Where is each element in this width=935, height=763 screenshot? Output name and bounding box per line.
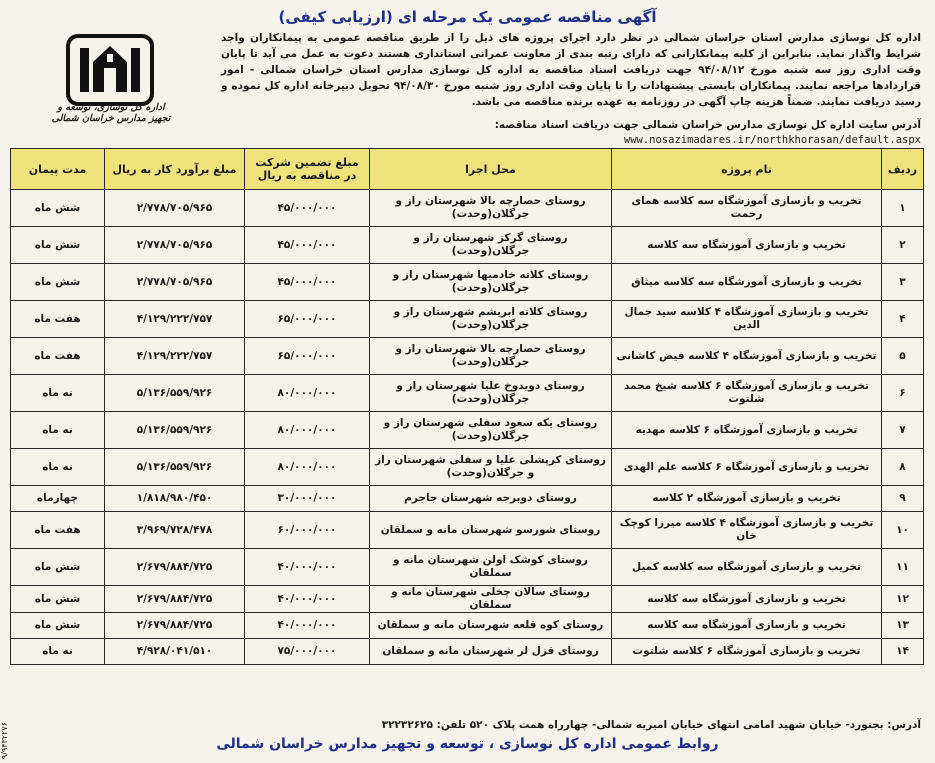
site-line xyxy=(161,118,921,148)
header-duration: مدت پیمان xyxy=(11,149,105,190)
duration-cell: شش ماه xyxy=(11,227,105,264)
row-number-cell: ۷ xyxy=(882,412,924,449)
table-row xyxy=(11,375,924,412)
guarantee-cell: ۶۵/۰۰۰/۰۰۰ xyxy=(245,301,370,338)
location-cell: روستای کوه قلعه شهرستان مانه و سملقان xyxy=(370,613,612,639)
row-number-cell: ۶ xyxy=(882,375,924,412)
table-row xyxy=(11,227,924,264)
publication-code: ۹/۹۴۳۲۲۷۶ xyxy=(0,721,9,759)
row-number-cell: ۳ xyxy=(882,264,924,301)
table-row xyxy=(11,190,924,227)
estimate-cell: ۴/۹۲۸/۰۴۱/۵۱۰ xyxy=(105,639,245,665)
table-row xyxy=(11,639,924,665)
row-number-cell: ۱۲ xyxy=(882,586,924,613)
location-cell: روستای کلاته ابریشم شهرستان راز و جرگلان(وحدت) xyxy=(370,301,612,338)
duration-cell: چهارماه xyxy=(11,486,105,512)
header-guarantee: مبلغ تضمین شرکت در مناقصه به ریال xyxy=(245,149,370,190)
guarantee-cell: ۴۵/۰۰۰/۰۰۰ xyxy=(245,190,370,227)
duration-cell: نه ماه xyxy=(11,449,105,486)
guarantee-cell: ۸۰/۰۰۰/۰۰۰ xyxy=(245,449,370,486)
footer-signature: روابط عمومی اداره کل نوسازی ، توسعه و تجهیز مدارس خراسان شمالی xyxy=(216,736,719,752)
table-body xyxy=(11,190,924,665)
organization-name: اداره کل نوسازی، توسعه و تجهیز مدارس خراسان شمالی xyxy=(51,102,171,124)
tender-notice xyxy=(6,6,929,757)
table-row xyxy=(11,486,924,512)
table-row xyxy=(11,338,924,375)
project-name-cell: تخریب و بازسازی آموزشگاه سه کلاسه xyxy=(612,227,882,264)
estimate-cell: ۲/۷۷۸/۷۰۵/۹۶۵ xyxy=(105,190,245,227)
table-row xyxy=(11,613,924,639)
location-cell: روستای دوبرجه شهرستان جاجرم xyxy=(370,486,612,512)
location-cell: روستای یکه سعود سفلی شهرستان راز و جرگلان(وحدت) xyxy=(370,412,612,449)
project-name-cell: تخریب و بازسازی آموزشگاه سه کلاسه کمیل xyxy=(612,549,882,586)
row-number-cell: ۹ xyxy=(882,486,924,512)
project-name-cell: تخریب و بازسازی آموزشگاه سه کلاسه همای رحمت xyxy=(612,190,882,227)
project-name-cell: تخریب و بازسازی آموزشگاه ۴ کلاسه میرزا کوچک خان xyxy=(612,512,882,549)
table-row xyxy=(11,586,924,613)
row-number-cell: ۱۱ xyxy=(882,549,924,586)
location-cell: روستای شورسو شهرستان مانه و سملقان xyxy=(370,512,612,549)
contact-address: آدرس: بجنورد- خیابان شهید امامی انتهای خیابان امیریه شمالی- چهارراه همت پلاک ۵۲۰ تلفن: ۳۲۲۳۲۶۲۵ xyxy=(381,719,921,731)
location-cell: روستای سالان چخلی شهرستان مانه و سملقان xyxy=(370,586,612,613)
location-cell: روستای کوشک اولن شهرستان مانه و سملقان xyxy=(370,549,612,586)
project-name-cell: تخریب و بازسازی آموزشگاه ۶ کلاسه مهدیه xyxy=(612,412,882,449)
estimate-cell: ۵/۱۳۶/۵۵۹/۹۲۶ xyxy=(105,449,245,486)
guarantee-cell: ۶۰/۰۰۰/۰۰۰ xyxy=(245,512,370,549)
project-name-cell: تخریب و بازسازی آموزشگاه ۶ کلاسه علم الهدی xyxy=(612,449,882,486)
location-cell: روستای گرکز شهرستان راز و جرگلان(وحدت) xyxy=(370,227,612,264)
duration-cell: شش ماه xyxy=(11,586,105,613)
estimate-cell: ۴/۱۲۹/۲۲۲/۷۵۷ xyxy=(105,301,245,338)
location-cell: روستای قزل لر شهرستان مانه و سملقان xyxy=(370,639,612,665)
guarantee-cell: ۴۵/۰۰۰/۰۰۰ xyxy=(245,264,370,301)
duration-cell: هفت ماه xyxy=(11,301,105,338)
row-number-cell: ۲ xyxy=(882,227,924,264)
duration-cell: شش ماه xyxy=(11,264,105,301)
project-name-cell: تخریب و بازسازی آموزشگاه ۲ کلاسه xyxy=(612,486,882,512)
row-number-cell: ۵ xyxy=(882,338,924,375)
duration-cell: شش ماه xyxy=(11,549,105,586)
location-cell: روستای کرپشلی علیا و سفلی شهرستان راز و جرگلان(وحدت) xyxy=(370,449,612,486)
duration-cell: شش ماه xyxy=(11,613,105,639)
project-name-cell: تخریب و بازسازی آموزشگاه سه کلاسه xyxy=(612,613,882,639)
site-label: آدرس سایت اداره کل نوسازی مدارس خراسان شمالی جهت دریافت اسناد مناقصه: xyxy=(494,119,921,131)
estimate-cell: ۲/۷۷۸/۷۰۵/۹۶۵ xyxy=(105,264,245,301)
estimate-cell: ۱/۸۱۸/۹۸۰/۴۵۰ xyxy=(105,486,245,512)
estimate-cell: ۲/۶۷۹/۸۸۴/۷۲۵ xyxy=(105,613,245,639)
project-name-cell: تخریب و بازسازی آموزشگاه ۶ کلاسه شیخ محمد شلتوت xyxy=(612,375,882,412)
estimate-cell: ۵/۱۳۶/۵۵۹/۹۲۶ xyxy=(105,412,245,449)
header-row-number: ردیف xyxy=(882,149,924,190)
duration-cell: نه ماه xyxy=(11,412,105,449)
guarantee-cell: ۷۵/۰۰۰/۰۰۰ xyxy=(245,639,370,665)
duration-cell: نه ماه xyxy=(11,375,105,412)
guarantee-cell: ۸۰/۰۰۰/۰۰۰ xyxy=(245,412,370,449)
table-header-row xyxy=(11,149,924,190)
estimate-cell: ۵/۱۳۶/۵۵۹/۹۲۶ xyxy=(105,375,245,412)
projects-table xyxy=(10,148,924,665)
row-number-cell: ۱۴ xyxy=(882,639,924,665)
guarantee-cell: ۳۰/۰۰۰/۰۰۰ xyxy=(245,486,370,512)
table-row xyxy=(11,264,924,301)
table-row xyxy=(11,449,924,486)
estimate-cell: ۲/۶۷۹/۸۸۴/۷۲۵ xyxy=(105,586,245,613)
header-location: محل اجرا xyxy=(370,149,612,190)
row-number-cell: ۸ xyxy=(882,449,924,486)
table-row xyxy=(11,412,924,449)
row-number-cell: ۱۰ xyxy=(882,512,924,549)
project-name-cell: تخریب و بازسازی آموزشگاه سه کلاسه میثاق xyxy=(612,264,882,301)
row-number-cell: ۴ xyxy=(882,301,924,338)
location-cell: روستای حصارچه بالا شهرستان راز و جرگلان(وحدت) xyxy=(370,338,612,375)
table-row xyxy=(11,301,924,338)
intro-paragraph: اداره کل نوسازی مدارس استان خراسان شمالی در نظر دارد اجرای پروژه های ذیل را از طریق مناقصه عمومی به پیمانکاران واجد شرایط واگذار نماید. بنابراین از کلیه پیمانکارانی که دارای رتبه بندی از معاونت عمرانی استانداری هستند دعوت به عمل می آید تا پایان وقت اداری روز سه شنبه مورخ ۹۴/۰۸/۱۲ جهت دریافت اسناد مناقصه به اداره کل نوسازی مدارس استان خراسان شمالی - امور قراردادها مراجعه نمایند. پیمانکاران بایستی پیشنهادات را تا پایان وقت اداری روز شنبه مورخ ۹۴/۰۸/۳۰ تحویل دبیرخانه اداره کل نموده و رسید دریافت نمایند. ضمناً هزینه چاپ آگهی در روزنامه به عهده برنده مناقصه می باشد. xyxy=(221,32,922,108)
guarantee-cell: ۴۰/۰۰۰/۰۰۰ xyxy=(245,613,370,639)
project-name-cell: تخریب و بازسازی آموزشگاه ۴ کلاسه فیض کاشانی xyxy=(612,338,882,375)
guarantee-cell: ۴۰/۰۰۰/۰۰۰ xyxy=(245,586,370,613)
duration-cell: شش ماه xyxy=(11,190,105,227)
header-project-name: نام پروژه xyxy=(612,149,882,190)
table-row xyxy=(11,549,924,586)
estimate-cell: ۲/۶۷۹/۸۸۴/۷۲۵ xyxy=(105,549,245,586)
location-cell: روستای کلاته خادمیها شهرستان راز و جرگلان(وحدت) xyxy=(370,264,612,301)
guarantee-cell: ۸۰/۰۰۰/۰۰۰ xyxy=(245,375,370,412)
duration-cell: نه ماه xyxy=(11,639,105,665)
row-number-cell: ۱۳ xyxy=(882,613,924,639)
header-estimate: مبلغ برآورد کار به ریال xyxy=(105,149,245,190)
location-cell: روستای دویدوخ علیا شهرستان راز و جرگلان(وحدت) xyxy=(370,375,612,412)
duration-cell: هفت ماه xyxy=(11,338,105,375)
table-row xyxy=(11,512,924,549)
project-name-cell: تخریب و بازسازی آموزشگاه ۴ کلاسه سید جمال الدین xyxy=(612,301,882,338)
estimate-cell: ۴/۱۲۹/۲۲۲/۷۵۷ xyxy=(105,338,245,375)
guarantee-cell: ۴۰/۰۰۰/۰۰۰ xyxy=(245,549,370,586)
site-url[interactable]: www.nosazimadares.ir/northkhorasan/default.aspx xyxy=(623,134,921,146)
project-name-cell: تخریب و بازسازی آموزشگاه ۶ کلاسه شلتوت xyxy=(612,639,882,665)
notice-title: آگهی مناقصه عمومی یک مرحله ای (ارزیابی کیفی) xyxy=(278,8,657,26)
row-number-cell: ۱ xyxy=(882,190,924,227)
duration-cell: هفت ماه xyxy=(11,512,105,549)
location-cell: روستای حصارچه بالا شهرستان راز و جرگلان(وحدت) xyxy=(370,190,612,227)
estimate-cell: ۳/۹۶۹/۷۲۸/۴۷۸ xyxy=(105,512,245,549)
guarantee-cell: ۴۵/۰۰۰/۰۰۰ xyxy=(245,227,370,264)
guarantee-cell: ۶۵/۰۰۰/۰۰۰ xyxy=(245,338,370,375)
organization-logo-icon xyxy=(66,34,154,106)
project-name-cell: تخریب و بازسازی آموزشگاه سه کلاسه xyxy=(612,586,882,613)
estimate-cell: ۲/۷۷۸/۷۰۵/۹۶۵ xyxy=(105,227,245,264)
